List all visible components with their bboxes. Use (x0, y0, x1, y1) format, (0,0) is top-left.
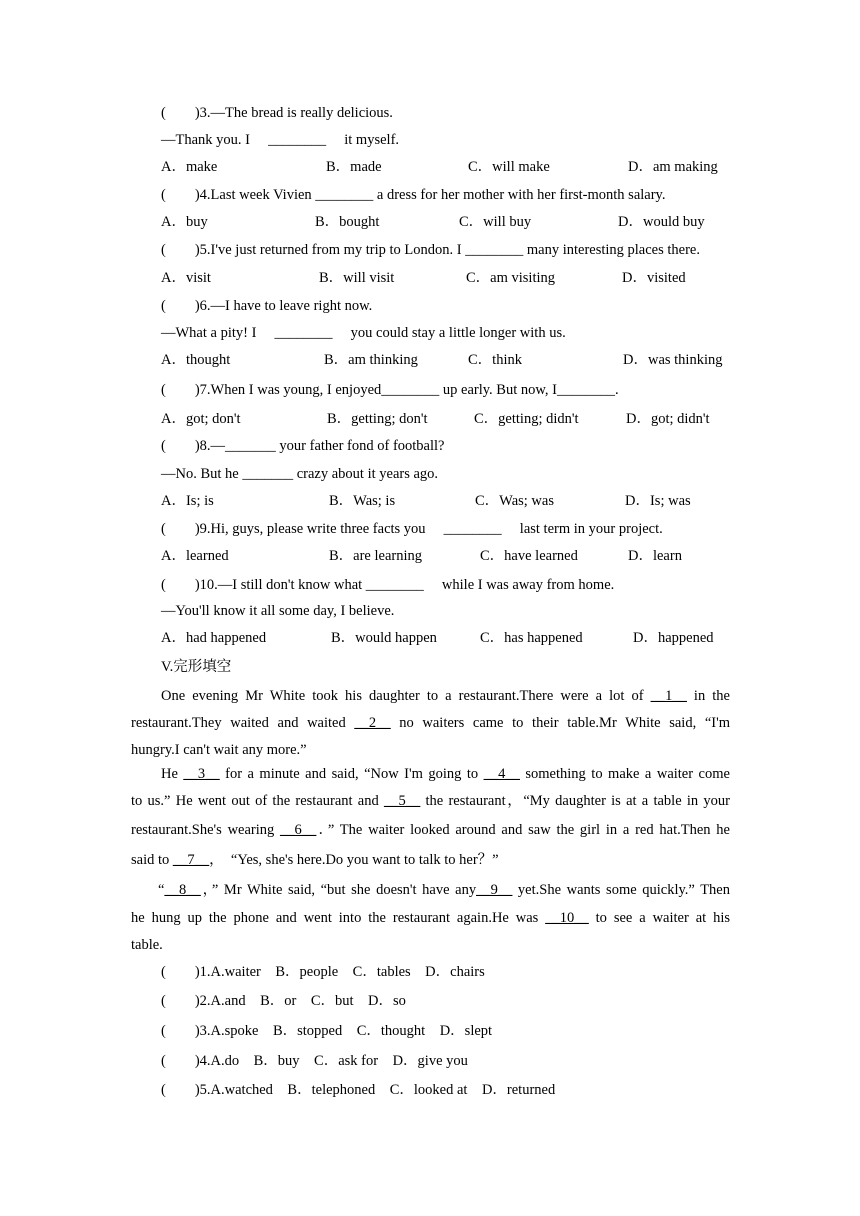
blank-6: __6__ (280, 822, 317, 838)
cloze-item-3: ( )3.A.spoke B．stopped C．thought D．slept (161, 1023, 493, 1039)
question-8-option-d: D．Is; was (625, 493, 691, 509)
question-4-option-b: B．bought (315, 214, 380, 230)
cloze-item-2: ( )2.A.and B．or C．but D．so (161, 993, 406, 1009)
question-10-stem: ( )10.—I still don't know what ________ while I was away from home. (161, 577, 615, 593)
question-4-option-d: D．would buy (618, 214, 705, 230)
cloze-paragraph-1-line-3: hungry.I can't wait any more.” (131, 742, 307, 758)
question-6-option-c: C．think (468, 352, 522, 368)
question-4-option-a: A．buy (161, 214, 208, 230)
question-10-option-c: C．has happened (480, 630, 583, 646)
blank-8: __8__ (164, 882, 201, 898)
blank-3: __3__ (183, 766, 220, 782)
cloze-paragraph-3-line-2: he hung up the phone and went into the restaurant again.He was __10__ to see a waiter at his (131, 910, 730, 926)
question-9-option-d: D．learn (628, 548, 682, 564)
cloze-paragraph-3-line-1: “__8__，” Mr White said, “but she doesn't have any__9__ yet.She wants some quickly.” Then (158, 882, 730, 898)
question-3-reply: —Thank you. I ________ it myself. (161, 132, 400, 148)
question-9-stem: ( )9.Hi, guys, please write three facts you ________ last term in your project. (161, 521, 663, 537)
question-8-option-c: C．Was; was (475, 493, 554, 509)
cloze-paragraph-1-line-2: restaurant.They waited and waited __2__ no waiters came to their table.Mr White said, “I'm (131, 715, 730, 731)
question-4-option-c: C．will buy (459, 214, 532, 230)
cloze-paragraph-3-line-3: table. (131, 937, 163, 953)
question-8-stem: ( )8.—_______ your father fond of football? (161, 438, 445, 454)
blank-4: __4__ (483, 766, 520, 782)
cloze-item-4: ( )4.A.do B．buy C．ask for D．give you (161, 1053, 468, 1069)
blank-1: __1__ (650, 688, 687, 704)
question-3-stem: ( )3.—The bread is really delicious. (161, 105, 393, 121)
question-10-option-a: A．had happened (161, 630, 267, 646)
question-10-option-d: D．happened (633, 630, 714, 646)
question-3-option-d: D．am making (628, 159, 718, 175)
question-7-option-b: B．getting; don't (327, 411, 428, 427)
question-8-reply: —No. But he _______ crazy about it years ago. (161, 466, 439, 482)
question-7-option-a: A．got; don't (161, 411, 241, 427)
cloze-paragraph-1-line-1: One evening Mr White took his daughter to a restaurant.There were a lot of __1__ in the (161, 688, 730, 704)
question-3-option-c: C．will make (468, 159, 550, 175)
cloze-paragraph-2-line-1: He __3__ for a minute and said, “Now I'm going to __4__ something to make a waiter come (161, 766, 730, 782)
question-7-option-c: C．getting; didn't (474, 411, 579, 427)
blank-9: __9__ (476, 882, 513, 898)
question-8-option-b: B．Was; is (329, 493, 396, 509)
question-5-option-d: D．visited (622, 270, 686, 286)
blank-5: __5__ (383, 793, 421, 809)
question-9-option-c: C．have learned (480, 548, 578, 564)
question-10-option-b: B．would happen (331, 630, 437, 646)
blank-2: __2__ (354, 715, 391, 731)
question-7-stem: ( )7.When I was young, I enjoyed________ up early. But now, I________. (161, 382, 619, 398)
cloze-item-5: ( )5.A.watched B．telephoned C．looked at D．returned (161, 1082, 556, 1098)
question-3-option-b: B．made (326, 159, 382, 175)
blank-7: __7__ (172, 852, 210, 868)
question-8-option-a: A．Is; is (161, 493, 214, 509)
cloze-heading: V.完形填空 (161, 659, 232, 675)
question-6-option-a: A．thought (161, 352, 231, 368)
cloze-paragraph-2-line-2: to us.” He went out of the restaurant and __5__ the restaurant，“My daughter is at a table in your (131, 793, 731, 809)
question-4-stem: ( )4.Last week Vivien ________ a dress for her mother with her first-month salary. (161, 187, 666, 203)
blank-10: __10__ (545, 910, 589, 926)
question-6-reply: —What a pity! I ________ you could stay a little longer with us. (161, 325, 566, 341)
question-9-option-b: B．are learning (329, 548, 423, 564)
question-10-reply: —You'll know it all some day, I believe. (161, 603, 395, 619)
question-6-option-d: D．was thinking (623, 352, 723, 368)
cloze-paragraph-2-line-3: restaurant.She's wearing __6__．” The waiter looked around and saw the girl in a red hat.Then he (131, 822, 730, 838)
question-6-stem: ( )6.—I have to leave right now. (161, 298, 373, 314)
question-5-option-b: B．will visit (319, 270, 395, 286)
question-9-option-a: A．learned (161, 548, 229, 564)
question-6-option-b: B．am thinking (324, 352, 418, 368)
cloze-item-1: ( )1.A.waiter B．people C．tables D．chairs (161, 964, 485, 980)
question-5-option-a: A．visit (161, 270, 211, 286)
question-5-stem: ( )5.I've just returned from my trip to London. I ________ many interesting places there. (161, 242, 700, 258)
cloze-paragraph-2-line-4: said to __7__， “Yes, she's here.Do you want to talk to her？” (131, 852, 499, 868)
question-7-option-d: D．got; didn't (626, 411, 710, 427)
question-5-option-c: C．am visiting (466, 270, 556, 286)
question-3-option-a: A．make (161, 159, 218, 175)
